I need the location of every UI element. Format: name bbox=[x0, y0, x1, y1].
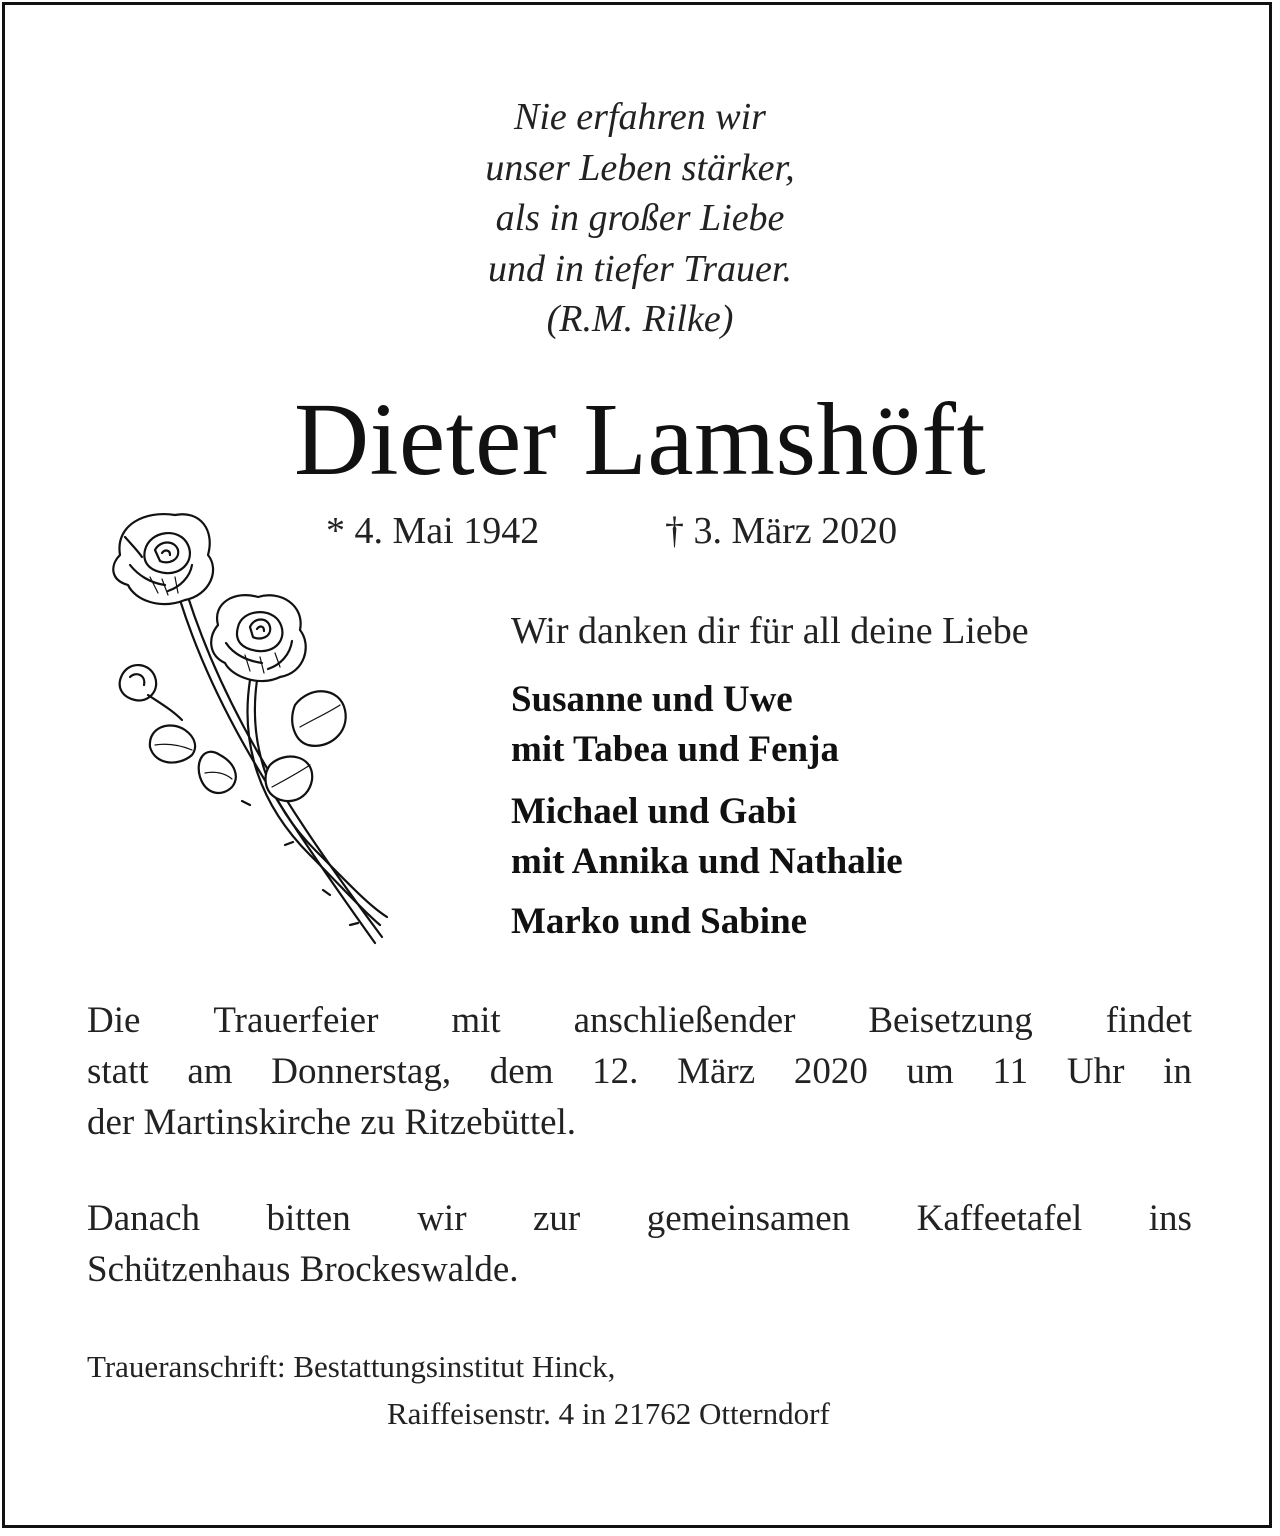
family-group bbox=[511, 787, 903, 887]
word: in bbox=[1163, 1051, 1192, 1092]
word: Uhr bbox=[1066, 1051, 1125, 1092]
quote-line: Nie erfahren wir bbox=[514, 96, 766, 138]
birth-date: * 4. Mai 1942 bbox=[326, 510, 540, 552]
reception-line-1 bbox=[87, 1193, 1192, 1244]
word: anschließender bbox=[573, 1000, 796, 1041]
quote-line: und in tiefer Trauer. bbox=[487, 247, 793, 290]
roses-illustration-icon bbox=[100, 505, 400, 950]
word: 11 bbox=[992, 1051, 1029, 1092]
funeral-line-3: der Martinskirche zu Ritzebüttel. bbox=[87, 1102, 577, 1143]
word: dem bbox=[489, 1051, 554, 1092]
quote-line: als in großer Liebe bbox=[495, 197, 785, 239]
word: bitten bbox=[266, 1198, 351, 1239]
lower-rose bbox=[211, 595, 306, 681]
word: 12. bbox=[592, 1051, 639, 1092]
word: Die bbox=[87, 1000, 141, 1041]
family-line: Marko und Sabine bbox=[511, 901, 808, 942]
word: statt bbox=[87, 1051, 149, 1092]
rilke-quote bbox=[0, 92, 1280, 345]
word: ins bbox=[1148, 1198, 1192, 1239]
thanks-line: Wir danken dir für all deine Liebe bbox=[511, 610, 1029, 652]
word: Kaffeetafel bbox=[916, 1198, 1083, 1239]
word: am bbox=[187, 1051, 233, 1092]
reception-details bbox=[87, 1193, 1192, 1295]
word: wir bbox=[417, 1198, 467, 1239]
upper-rose bbox=[113, 514, 213, 604]
family-line: Susanne und Uwe bbox=[511, 679, 793, 720]
word: gemeinsamen bbox=[646, 1198, 851, 1239]
funeral-details bbox=[87, 995, 1192, 1148]
address-line-2: Raiffeisenstr. 4 in 21762 Otterndorf bbox=[387, 1396, 830, 1431]
word: um bbox=[906, 1051, 954, 1092]
word: mit bbox=[451, 1000, 501, 1041]
word: zur bbox=[533, 1198, 581, 1239]
funeral-line-2 bbox=[87, 1046, 1192, 1097]
funeral-line-1 bbox=[87, 995, 1192, 1046]
word: Danach bbox=[87, 1198, 200, 1239]
word: 2020 bbox=[793, 1051, 868, 1092]
family-line: mit Tabea und Fenja bbox=[511, 729, 839, 770]
reception-line-2: Schützenhaus Brockeswalde. bbox=[87, 1249, 519, 1290]
death-date: † 3. März 2020 bbox=[665, 510, 898, 552]
word: Trauerfeier bbox=[213, 1000, 379, 1041]
family-line: Michael und Gabi bbox=[511, 791, 797, 832]
address-line-1: Traueranschrift: Bestattungsinstitut Hinck, bbox=[87, 1349, 616, 1384]
quote-attribution: (R.M. Rilke) bbox=[546, 298, 734, 340]
family-group bbox=[511, 897, 807, 947]
word: März bbox=[677, 1051, 756, 1092]
word: findet bbox=[1105, 1000, 1192, 1041]
family-line: mit Annika und Nathalie bbox=[511, 841, 903, 882]
family-group bbox=[511, 675, 839, 775]
word: Donnerstag, bbox=[271, 1051, 452, 1092]
quote-line: unser Leben stärker, bbox=[485, 146, 795, 189]
word: Beisetzung bbox=[868, 1000, 1033, 1041]
deceased-name: Dieter Lamshöft bbox=[294, 382, 986, 497]
mourning-address bbox=[87, 1343, 830, 1437]
